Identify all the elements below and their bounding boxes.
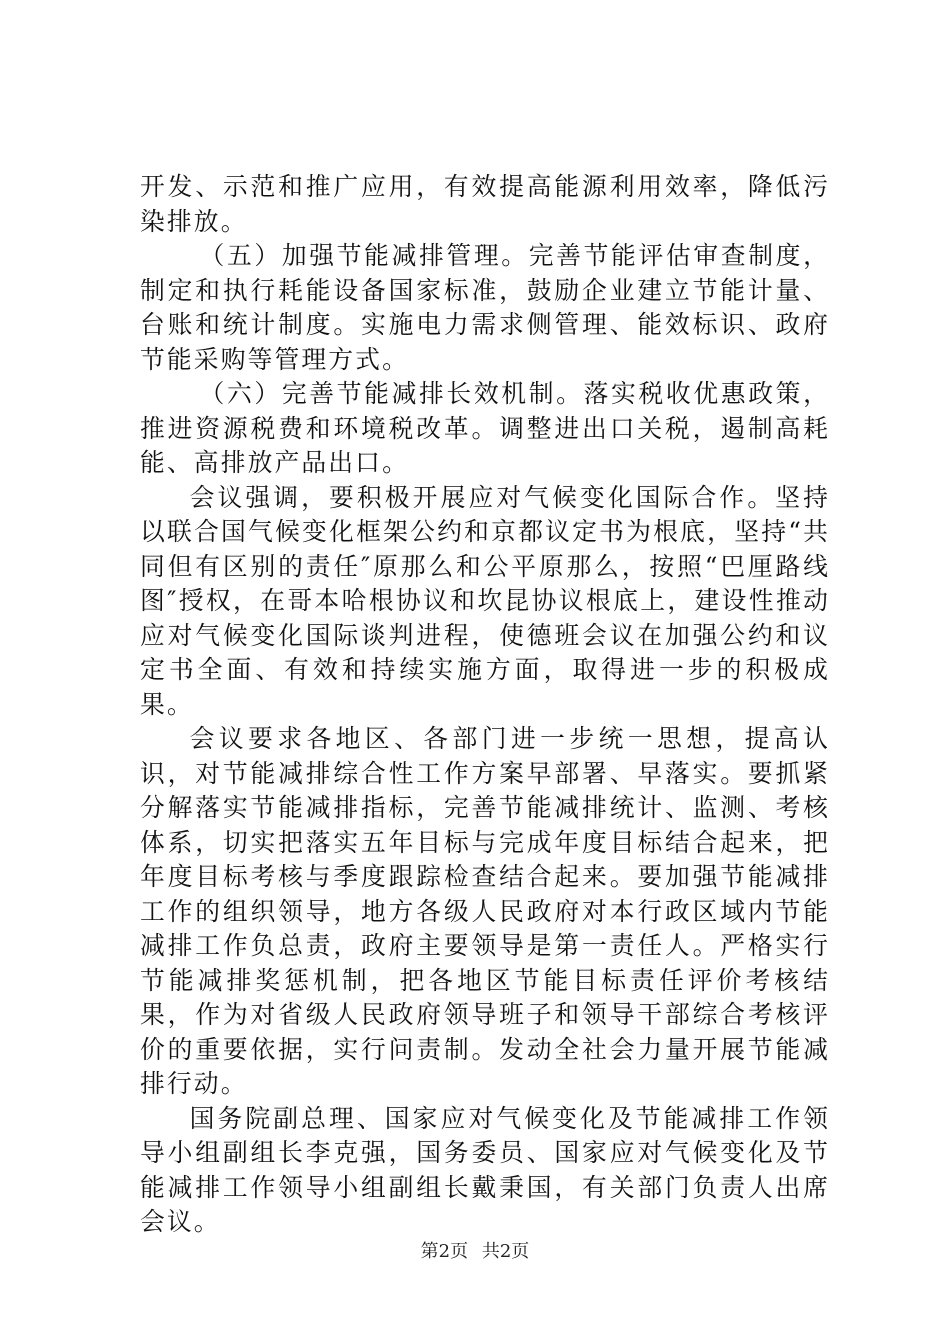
paragraph-item-five: （五）加强节能减排管理。完善节能评估审查制度，制定和执行耗能设备国家标准，鼓励企业建立节能计量、台账和统计制度。实施电力需求侧管理、能效标识、政府节能采购等管理方式。 xyxy=(140,241,830,374)
page-number-total: 共2页 xyxy=(481,1241,530,1262)
paragraph-continuation: 开发、示范和推广应用，有效提高能源利用效率，降低污染排放。 xyxy=(140,172,830,236)
paragraph-requirements: 会议要求各地区、各部门进一步统一思想，提高认识，对节能减排综合性工作方案早部署、早落实。要抓紧分解落实节能减排指标，完善节能减排统计、监测、考核体系，切实把落实五年目标与完成年度目标结合起来，把年度目标考核与季度跟踪检查结合起来。要加强节能减排工作的组织领导，地方各级人民政府对本行政区域内节能减排工作负总责，政府主要领导是第一责任人。严格实行节能减排奖惩机制，把各地区节能目标责任评价考核结果，作为对省级人民政府领导班子和领导干部综合考核评价的重要依据，实行问责制。发动全社会力量开展节能减排行动。 xyxy=(140,724,830,1098)
paragraph-item-six: （六）完善节能减排长效机制。落实税收优惠政策，推进资源税费和环境税改革。调整进出口关税，遏制高耗能、高排放产品出口。 xyxy=(140,379,830,477)
page-footer xyxy=(0,1241,950,1263)
paragraph-attendees: 国务院副总理、国家应对气候变化及节能减排工作领导小组副组长李克强，国务委员、国家应对气候变化及节能减排工作领导小组副组长戴秉国，有关部门负责人出席会议。 xyxy=(140,1103,830,1236)
paragraph-international-cooperation: 会议强调，要积极开展应对气候变化国际合作。坚持以联合国气候变化框架公约和京都议定书为根底，坚持“共同但有区别的责任″原那么和公平原那么，按照“巴厘路线图″授权，在哥本哈根协议和坎昆协议根底上，建设性推动应对气候变化国际谈判进程，使德班会议在加强公约和议定书全面、有效和持续实施方面，取得进一步的积极成果。 xyxy=(140,482,830,719)
page-number-current: 第2页 xyxy=(420,1241,469,1262)
document-body xyxy=(140,170,830,1240)
